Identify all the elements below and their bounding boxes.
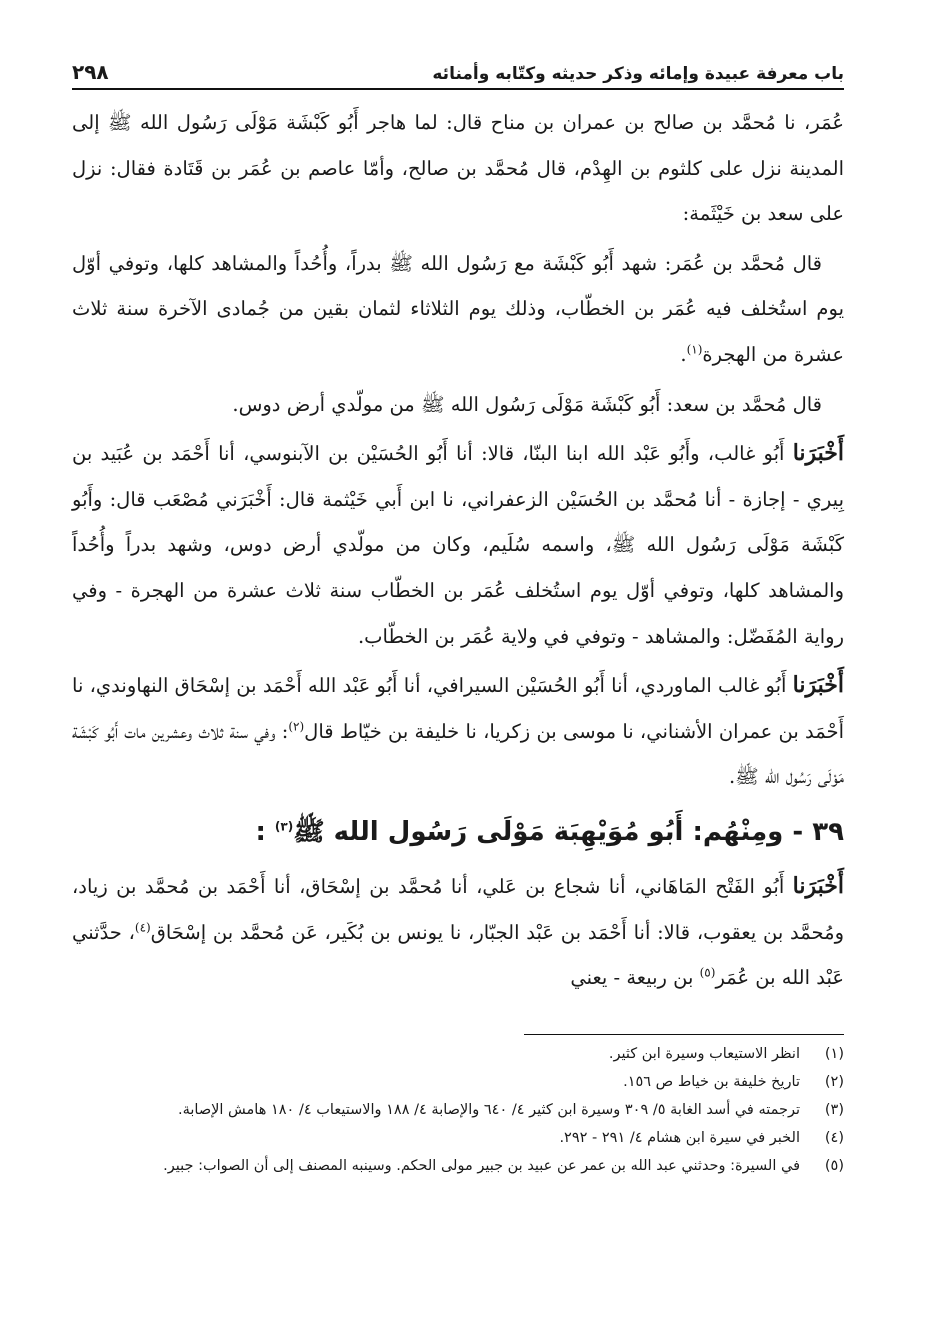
footnote-number: (٣): [824, 1102, 844, 1118]
paragraph-lead: أَخْبَرَنا: [792, 440, 845, 467]
paragraph-1: [72, 100, 844, 237]
running-head: باب معرفة عبيدة وإمائه وذكر حديثه وكتّابه وأمنائه: [432, 64, 844, 84]
footnote-text: تاريخ خليفة بن خياط ص ١٥٦.: [623, 1074, 800, 1090]
footnote-ref: (٥): [699, 965, 716, 980]
paragraph-text: ، حدَّثني عَبْد الله بن عُمَر: [72, 920, 844, 990]
page-header: [72, 40, 844, 90]
page-number: ٢٩٨: [72, 60, 109, 84]
footnote-divider: [524, 1034, 844, 1035]
footnote-text: ترجمته في أسد الغابة ٥/ ٣٠٩ وسيرة ابن كثير ٤/ ٦٤٠ والإصابة ٤/ ١٨٨ والاستيعاب ٤/ ١٨٠ هامش الإصابة.: [178, 1102, 800, 1118]
paragraph-text: عُمَر، نا مُحمَّد بن صالح بن عمران بن مناح قال: لما هاجر أَبُو كَبْشَة مَوْلَى رَسُول الله ﷺ إلى المدينة نزل على كلثوم بن الهِدْم، قال مُحمَّد بن صالح، وأمّا عاصم بن عُمَر بن قَتَادة فقال: نزل على سعد بن خَيْثَمة:: [72, 111, 844, 226]
footnote-number: (٤): [824, 1130, 844, 1146]
paragraph-text: قال مُحمَّد بن عُمَر: شهد أَبُو كَبْشَة مع رَسُول الله ﷺ بدراً، وأُحُداً والمشاهد كلها، وتوفي أوّل يوم استُخلف فيه عُمَر بن الخطّاب، وذلك يوم الثلاثاء لثمان بقين من جُمادى الآخرة سنة ثلاث عشرة من الهجرة: [72, 251, 844, 366]
paragraph-5: [72, 663, 844, 800]
paragraph-tail: : وفي سنة ثلاث وعشرين مات أَبُو كَبْشَة مَوْلَى رَسُول الله ﷺ.: [72, 719, 844, 789]
entry-heading: [72, 804, 844, 860]
footnote-number: (١): [824, 1046, 844, 1062]
paragraph-lead: أَخْبَرَنا: [792, 672, 844, 699]
footnote-text: انظر الاستيعاب وسيرة ابن كثير.: [608, 1046, 800, 1062]
footnote-number: (٢): [824, 1074, 844, 1090]
footnotes: [72, 1040, 844, 1180]
footnote-item: [72, 1096, 844, 1124]
footnote-text: الخبر في سيرة ابن هشام ٤/ ٢٩١ - ٢٩٢.: [559, 1130, 800, 1146]
paragraph-2: [72, 241, 844, 378]
footnote-item: [72, 1040, 844, 1068]
paragraph-4: [72, 431, 844, 659]
heading-tail: :: [255, 816, 266, 847]
footnote-item: [72, 1068, 844, 1096]
footnote-item: [72, 1152, 844, 1180]
footnote-ref: (٣): [274, 819, 294, 834]
paragraph-3: [72, 382, 844, 428]
footnote-item: [72, 1124, 844, 1152]
footnote-text: في السيرة: وحدثني عبد الله بن عمر عن عبيد بن جبير مولى الحكم. وسينبه المصنف إلى أن الصواب: جبير.: [163, 1158, 800, 1174]
heading-text: ٣٩ - ومِنْهُم: أَبُو مُوَيْهِبَة مَوْلَى رَسُول الله ﷺ: [293, 816, 844, 847]
paragraph-text: أَبُو غالب الماوردي، أنا أَبُو الحُسَيْن السيرافي، أنا أَبُو عَبْد الله أَحْمَد بن إسْحَاق النهاوندي، نا أَحْمَد بن عمران الأشناني، نا موسى بن زكريا، نا خليفة بن خيّاط قال: [72, 674, 844, 743]
paragraph-6: [72, 864, 844, 1001]
main-text: [72, 100, 844, 1005]
footnote-number: (٥): [824, 1158, 844, 1174]
paragraph-text: أَبُو الفَتْح المَاهَاني، أنا شجاع بن عَلي، أنا مُحمَّد بن إسْحَاق، أنا أَحْمَد بن مُحمَّد بن زياد، ومُحمَّد بن يعقوب، قالا: أنا أَحْمَد بن عَبْد الجبّار، نا يونس بن بُكَير، عَن مُحمَّد بن إسْحَاق: [72, 874, 844, 944]
paragraph-text: أَبُو غالب، وأَبُو عَبْد الله ابنا البنّا، قالا: أنا أَبُو الحُسَيْن بن الآبنوسي، أنا أَحْمَد بن عُبَيد بن بِيري - إجازة - أنا مُحمَّد بن الحُسَيْن الزعفراني، نا ابن أَبي خَيْثمة قال: أَخْبَرَني مُصْعَب قال: وأَبُو كَبْشَة مَوْلَى رَسُول الله ﷺ، واسمه سُلَيم، وكان من مولّدي أرض دوس، وشهد بدراً وأُحُداً والمشاهد كلها، وتوفي أوّل يوم استُخلف عُمَر بن الخطّاب سنة ثلاث عشرة من الهجرة - وفي رواية المُفَضّل: والمشاهد - وتوفي في ولاية عُمَر بن الخطّاب.: [72, 442, 844, 648]
paragraph-text: قال مُحمَّد بن سعد: أَبُو كَبْشَة مَوْلَى رَسُول الله ﷺ من مولّدي أرض دوس.: [232, 392, 822, 416]
footnote-ref: (٢): [288, 719, 305, 734]
footnote-ref: (٤): [134, 920, 151, 934]
paragraph-text: بن ربيعة - يعني: [570, 966, 700, 990]
footnote-ref: (١): [686, 342, 703, 357]
paragraph-tail: .: [680, 342, 687, 366]
paragraph-lead: أَخْبَرَنا: [792, 872, 844, 899]
